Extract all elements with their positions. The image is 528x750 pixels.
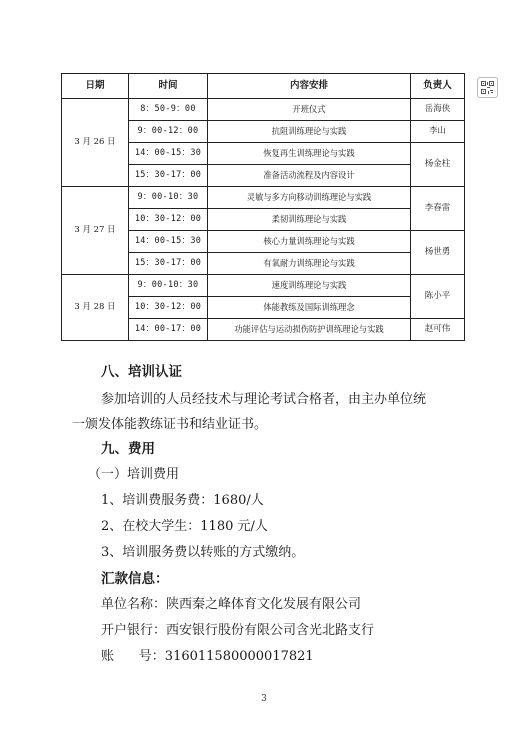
header-time: 时间 bbox=[129, 74, 208, 99]
qr-code-icon bbox=[481, 81, 494, 94]
page-number: 3 bbox=[261, 694, 267, 704]
fee-item-3: 3、培训服务费以转账的方式缴纳。 bbox=[101, 545, 305, 560]
table-row bbox=[62, 187, 465, 209]
section-8-heading: 八、培训认证 bbox=[101, 364, 182, 380]
time-cell: 14：00-15：30 bbox=[129, 143, 208, 165]
table-header-row bbox=[62, 74, 465, 99]
content-cell: 有氧耐力训练理论与实践 bbox=[208, 253, 411, 275]
content-cell: 灵敏与多方向移动训练理论与实践 bbox=[208, 187, 411, 209]
fee-item-2: 2、在校大学生：1180 元/人 bbox=[101, 519, 268, 534]
remittance-account: 账 号：316011580000017821 bbox=[101, 649, 314, 664]
owner-cell: 赵可伟 bbox=[411, 319, 465, 341]
owner-cell: 岳海侠 bbox=[411, 99, 465, 121]
owner-cell: 李春雷 bbox=[411, 187, 465, 231]
content-cell: 准备活动流程及内容设计 bbox=[208, 165, 411, 187]
fee-item-1: 1、培训费服务费：1680/人 bbox=[101, 493, 264, 508]
section-8-paragraph-line-2: 一颁发体能教练证书和结业证书。 bbox=[72, 417, 268, 432]
header-content: 内容安排 bbox=[208, 74, 411, 99]
time-cell: 15：30-17：00 bbox=[129, 253, 208, 275]
section-9-subheading: （一）培训费用 bbox=[88, 467, 180, 482]
remittance-bank: 开户银行：西安银行股份有限公司含光北路支行 bbox=[101, 623, 375, 638]
content-cell: 功能评估与运动损伤防护训练理论与实践 bbox=[208, 319, 411, 341]
time-cell: 15：30-17：00 bbox=[129, 165, 208, 187]
owner-cell: 杨金柱 bbox=[411, 143, 465, 187]
content-cell: 恢复再生训练理论与实践 bbox=[208, 143, 411, 165]
content-cell: 体能教练及国际训练理念 bbox=[208, 297, 411, 319]
qr-code-button[interactable] bbox=[477, 77, 498, 98]
time-cell: 10：30-12：00 bbox=[129, 297, 208, 319]
training-schedule-table bbox=[61, 73, 465, 341]
owner-cell: 陈小平 bbox=[411, 275, 465, 319]
content-cell: 速度训练理论与实践 bbox=[208, 275, 411, 297]
content-cell: 核心力量训练理论与实践 bbox=[208, 231, 411, 253]
content-cell: 柔韧训练理论与实践 bbox=[208, 209, 411, 231]
time-cell: 9：00-10：30 bbox=[129, 275, 208, 297]
table-row bbox=[62, 99, 465, 121]
remittance-company: 单位名称：陕西秦之峰体育文化发展有限公司 bbox=[101, 597, 362, 612]
time-cell: 10：30-12：00 bbox=[129, 209, 208, 231]
header-owner: 负责人 bbox=[411, 74, 465, 99]
content-cell: 抗阻训练理论与实践 bbox=[208, 121, 411, 143]
section-9-heading: 九、费用 bbox=[101, 441, 155, 457]
section-8-paragraph-line-1: 参加培训的人员经技术与理论考试合格者，由主办单位统 bbox=[101, 392, 427, 407]
time-cell: 8：50-9：00 bbox=[129, 99, 208, 121]
owner-cell: 李山 bbox=[411, 121, 465, 143]
date-cell: 3 月 28 日 bbox=[62, 275, 129, 341]
time-cell: 9：00-12：00 bbox=[129, 121, 208, 143]
date-cell: 3 月 26 日 bbox=[62, 99, 129, 187]
owner-cell: 杨世勇 bbox=[411, 231, 465, 275]
content-cell: 开班仪式 bbox=[208, 99, 411, 121]
header-date: 日期 bbox=[62, 74, 129, 99]
remittance-heading: 汇款信息： bbox=[101, 571, 169, 587]
time-cell: 14：00-17：00 bbox=[129, 319, 208, 341]
time-cell: 9：00-10：30 bbox=[129, 187, 208, 209]
time-cell: 14：00-15：30 bbox=[129, 231, 208, 253]
table-row bbox=[62, 275, 465, 297]
date-cell: 3 月 27 日 bbox=[62, 187, 129, 275]
